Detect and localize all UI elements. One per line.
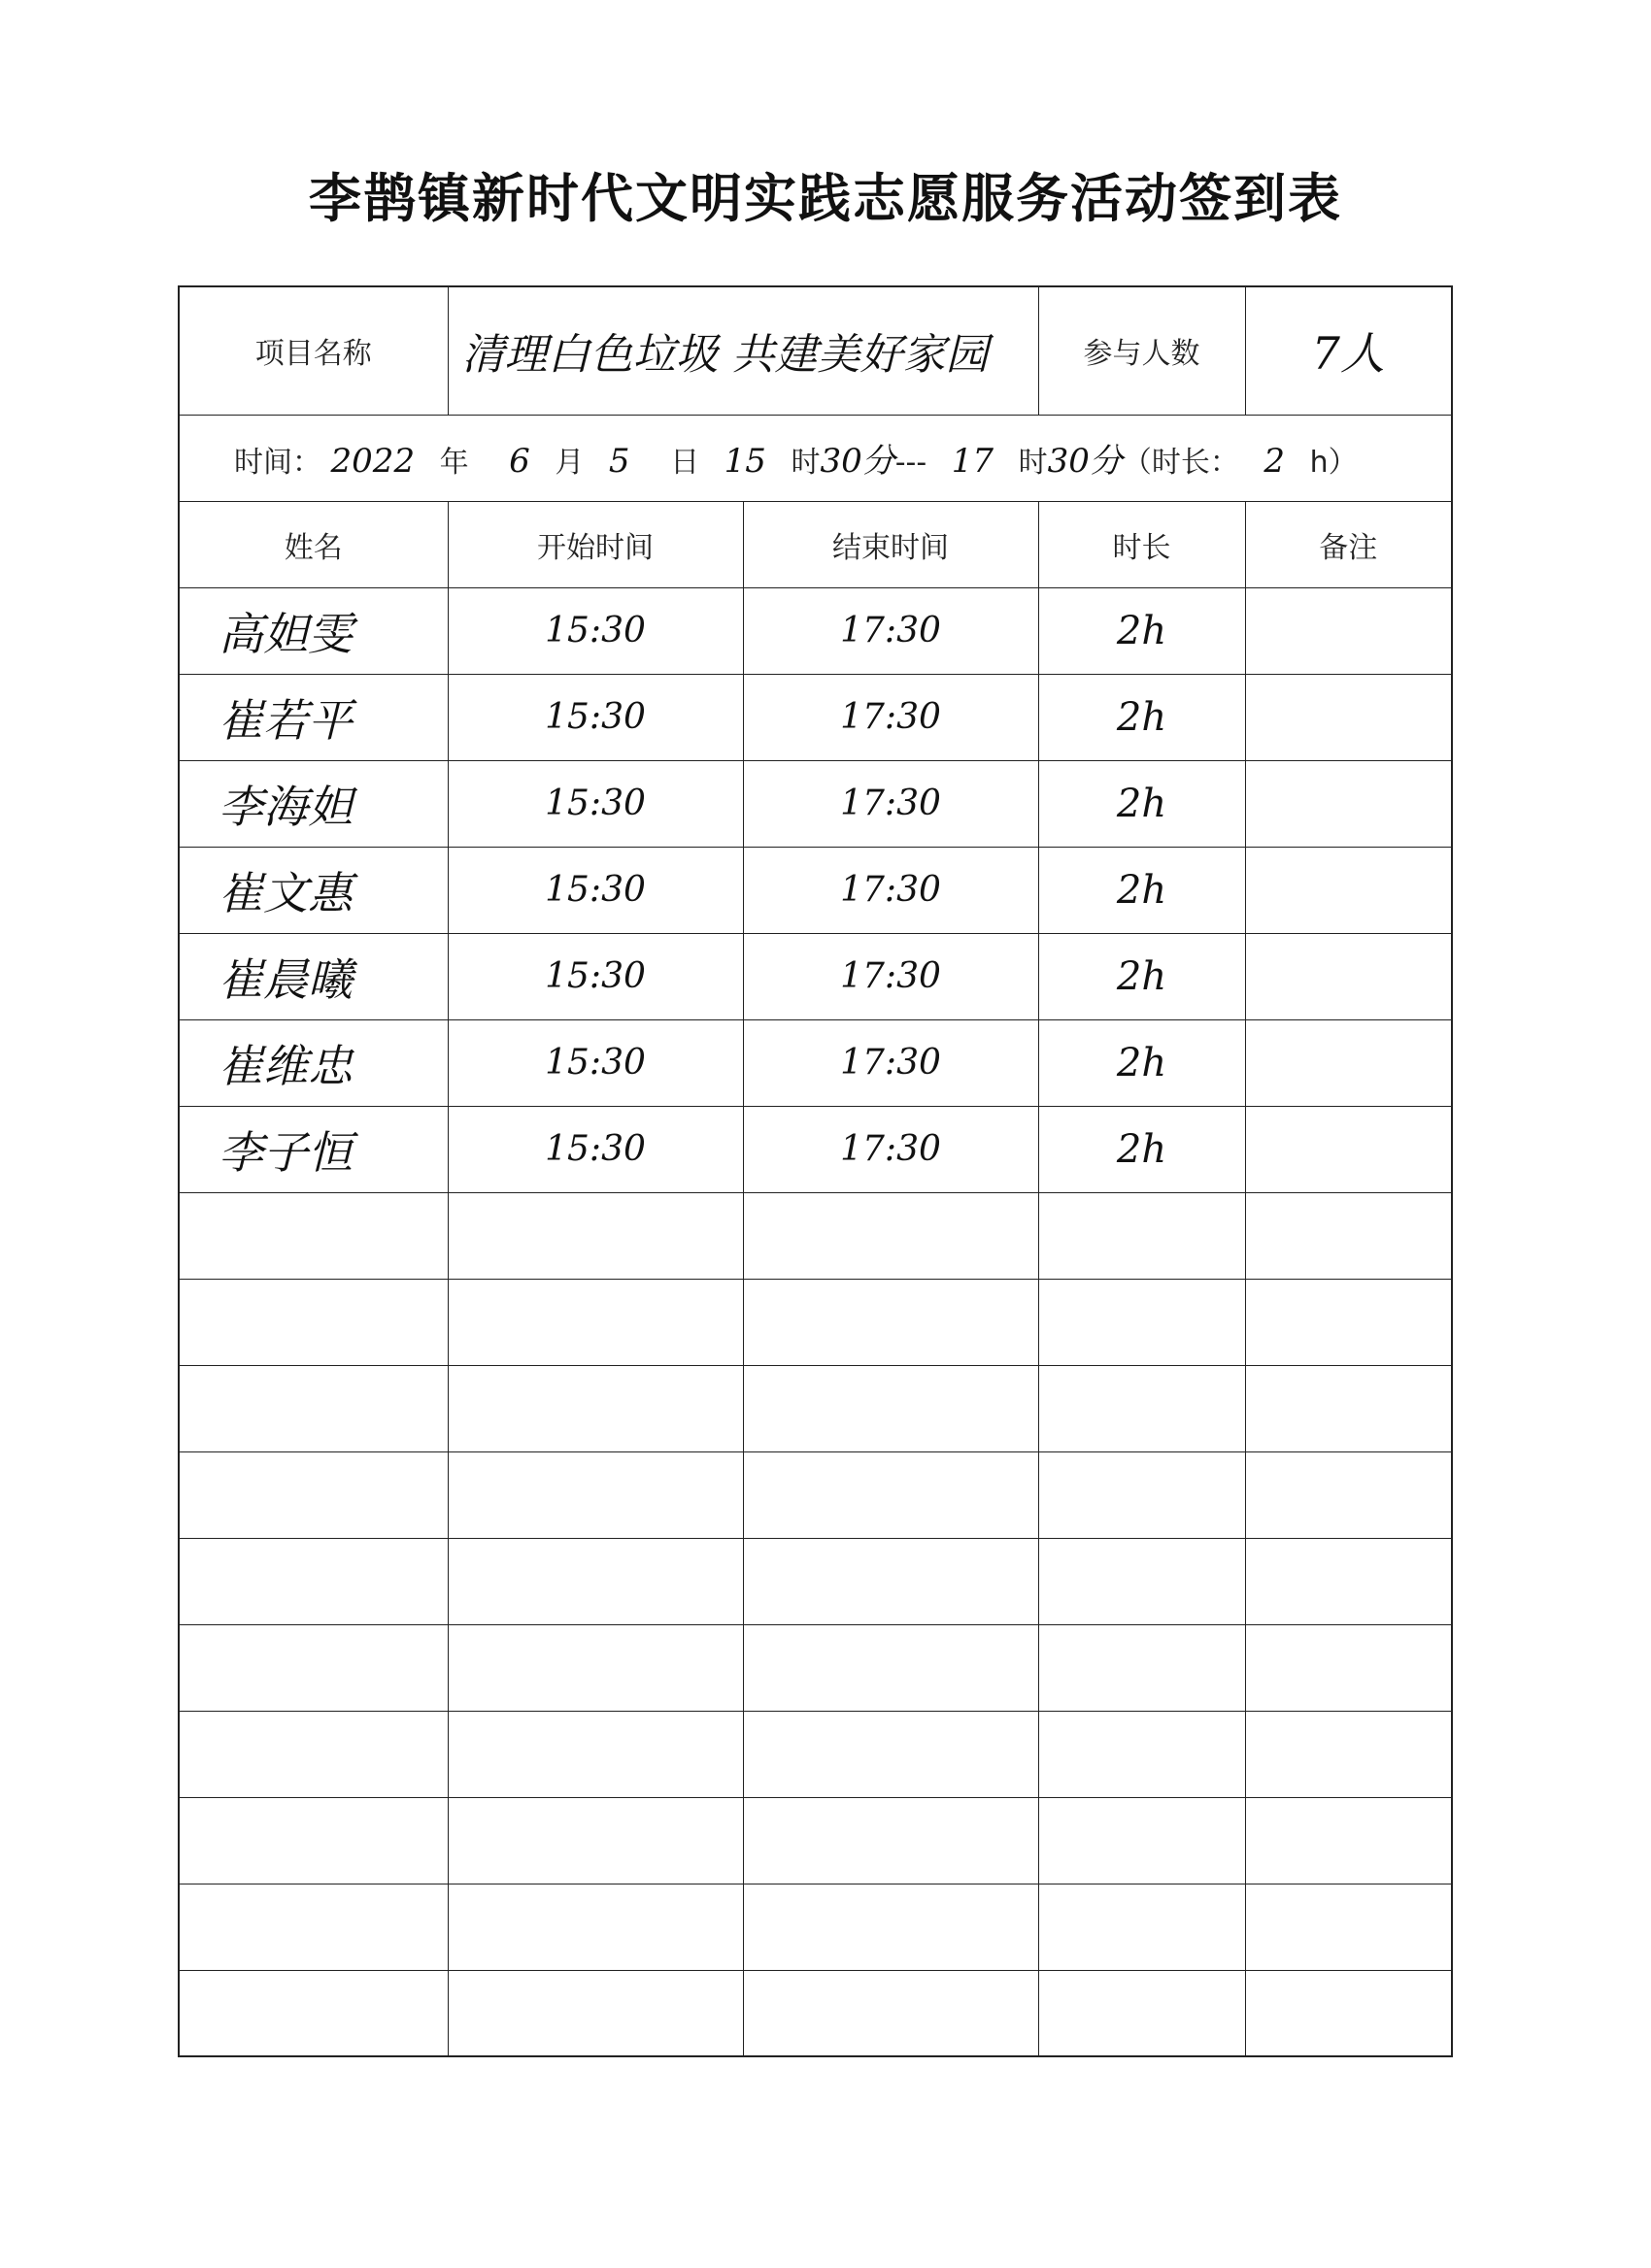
duration-cell: 2h: [1038, 847, 1245, 933]
table-row: [179, 1106, 1452, 1192]
name-cell: [179, 1970, 448, 2056]
note-cell: [1245, 933, 1452, 1019]
note-cell: [1245, 1711, 1452, 1797]
duration-cell: 2h: [1038, 1019, 1245, 1106]
end-time-cell: 17:30: [743, 933, 1038, 1019]
note-cell: [1245, 760, 1452, 847]
note-cell: [1245, 1019, 1452, 1106]
end-time-cell: [743, 1451, 1038, 1538]
time-line: [179, 415, 1452, 501]
note-cell: [1245, 1451, 1452, 1538]
name-cell: [179, 1884, 448, 1970]
time-end-hour: 17: [951, 442, 994, 481]
column-header-row: [179, 501, 1452, 587]
note-cell: [1245, 1970, 1452, 2056]
duration-cell: 2h: [1038, 674, 1245, 760]
table-row: [179, 1884, 1452, 1970]
table-row: [179, 1192, 1452, 1279]
table-row: [179, 1451, 1452, 1538]
duration-cell: 2h: [1038, 587, 1245, 674]
end-time-cell: [743, 1192, 1038, 1279]
time-month: 6: [509, 442, 530, 481]
table-row: [179, 1970, 1452, 2056]
note-cell: [1245, 587, 1452, 674]
name-cell: [179, 1192, 448, 1279]
duration-cell: [1038, 1192, 1245, 1279]
time-duration-value: 2: [1264, 442, 1286, 481]
name-cell: [179, 1279, 448, 1365]
table-row: [179, 1279, 1452, 1365]
name-cell: [179, 1538, 448, 1624]
project-name-value: 清理白色垃圾 共建美好家园: [448, 286, 1038, 415]
time-day-unit: 日: [670, 446, 700, 480]
start-time-cell: [448, 1970, 743, 2056]
end-time-cell: [743, 1797, 1038, 1884]
table-row: [179, 1365, 1452, 1451]
duration-cell: [1038, 1884, 1245, 1970]
participants-label: 参与人数: [1038, 286, 1245, 415]
column-header-start: 开始时间: [448, 501, 743, 587]
name-cell: 崔文惠: [179, 847, 448, 933]
duration-cell: 2h: [1038, 933, 1245, 1019]
note-cell: [1245, 1192, 1452, 1279]
time-month-unit: 月: [555, 446, 585, 480]
table-row: [179, 933, 1452, 1019]
start-time-cell: [448, 1538, 743, 1624]
note-cell: [1245, 1538, 1452, 1624]
time-hour-unit: 时: [791, 446, 821, 480]
table-row: [179, 674, 1452, 760]
duration-cell: [1038, 1279, 1245, 1365]
end-time-cell: [743, 1970, 1038, 2056]
duration-cell: [1038, 1970, 1245, 2056]
duration-cell: [1038, 1797, 1245, 1884]
start-time-cell: 15:30: [448, 760, 743, 847]
start-time-cell: [448, 1365, 743, 1451]
name-cell: 李子恒: [179, 1106, 448, 1192]
table-row: [179, 760, 1452, 847]
table-row: [179, 587, 1452, 674]
end-time-cell: 17:30: [743, 1019, 1038, 1106]
end-time-cell: 17:30: [743, 1106, 1038, 1192]
name-cell: [179, 1711, 448, 1797]
duration-cell: 2h: [1038, 760, 1245, 847]
time-duration-close: h）: [1309, 446, 1358, 480]
table-row: [179, 1711, 1452, 1797]
duration-cell: [1038, 1365, 1245, 1451]
name-cell: 崔晨曦: [179, 933, 448, 1019]
duration-cell: [1038, 1538, 1245, 1624]
duration-cell: 2h: [1038, 1106, 1245, 1192]
column-header-end: 结束时间: [743, 501, 1038, 587]
time-row: [179, 415, 1452, 501]
duration-cell: [1038, 1624, 1245, 1711]
end-time-cell: 17:30: [743, 587, 1038, 674]
project-row: [179, 286, 1452, 415]
note-cell: [1245, 674, 1452, 760]
note-cell: [1245, 1884, 1452, 1970]
note-cell: [1245, 847, 1452, 933]
start-time-cell: [448, 1624, 743, 1711]
table-row: [179, 847, 1452, 933]
end-time-cell: 17:30: [743, 760, 1038, 847]
table-row: [179, 1624, 1452, 1711]
start-time-cell: 15:30: [448, 1106, 743, 1192]
start-time-cell: [448, 1192, 743, 1279]
end-time-cell: [743, 1624, 1038, 1711]
note-cell: [1245, 1106, 1452, 1192]
start-time-cell: [448, 1711, 743, 1797]
start-time-cell: [448, 1451, 743, 1538]
table-row: [179, 1797, 1452, 1884]
start-time-cell: 15:30: [448, 847, 743, 933]
end-time-cell: [743, 1538, 1038, 1624]
table-row: [179, 1019, 1452, 1106]
end-time-cell: [743, 1711, 1038, 1797]
time-label: 时间：: [234, 446, 321, 480]
start-time-cell: 15:30: [448, 1019, 743, 1106]
time-separator: ---: [894, 446, 927, 480]
duration-cell: [1038, 1451, 1245, 1538]
note-cell: [1245, 1624, 1452, 1711]
time-day: 5: [608, 442, 630, 481]
end-time-cell: [743, 1279, 1038, 1365]
column-header-note: 备注: [1245, 501, 1452, 587]
name-cell: 崔若平: [179, 674, 448, 760]
start-time-cell: 15:30: [448, 587, 743, 674]
name-cell: 李海妲: [179, 760, 448, 847]
end-time-cell: [743, 1884, 1038, 1970]
end-time-cell: 17:30: [743, 674, 1038, 760]
start-time-cell: [448, 1797, 743, 1884]
time-start-hour: 15: [724, 442, 766, 481]
time-end-min: 30分: [1047, 442, 1123, 481]
name-cell: [179, 1624, 448, 1711]
table-row: [179, 1538, 1452, 1624]
duration-cell: [1038, 1711, 1245, 1797]
name-cell: 高妲雯: [179, 587, 448, 674]
time-year: 2022: [330, 442, 416, 481]
name-cell: [179, 1797, 448, 1884]
column-header-name: 姓名: [179, 501, 448, 587]
start-time-cell: [448, 1884, 743, 1970]
note-cell: [1245, 1279, 1452, 1365]
end-time-cell: 17:30: [743, 847, 1038, 933]
note-cell: [1245, 1797, 1452, 1884]
time-duration-open: （时长：: [1122, 446, 1239, 480]
sign-in-table: [178, 285, 1453, 2057]
project-label: 项目名称: [179, 286, 448, 415]
start-time-cell: [448, 1279, 743, 1365]
start-time-cell: 15:30: [448, 674, 743, 760]
participants-value: 7人: [1245, 286, 1452, 415]
end-time-cell: [743, 1365, 1038, 1451]
name-cell: [179, 1451, 448, 1538]
start-time-cell: 15:30: [448, 933, 743, 1019]
page-title: 李鹊镇新时代文明实践志愿服务活动签到表: [309, 168, 1342, 229]
time-year-unit: 年: [439, 446, 469, 480]
name-cell: 崔维忠: [179, 1019, 448, 1106]
time-hour-unit-2: 时: [1018, 446, 1048, 480]
column-header-duration: 时长: [1038, 501, 1245, 587]
time-start-min: 30分: [820, 442, 895, 481]
note-cell: [1245, 1365, 1452, 1451]
name-cell: [179, 1365, 448, 1451]
